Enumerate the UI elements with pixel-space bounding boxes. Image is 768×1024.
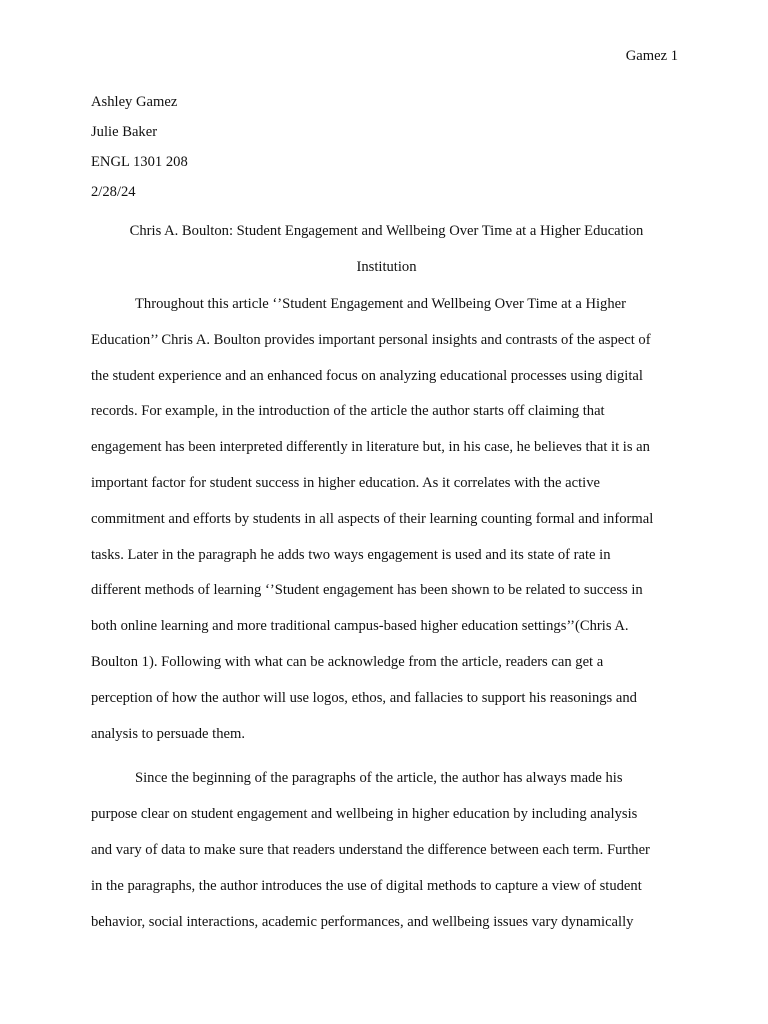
paragraph-line: perception of how the author will use logos, ethos, and fallacies to support his reasonings and: [91, 689, 637, 706]
paragraph-line: analysis to persuade them.: [91, 725, 246, 742]
paragraph-line: Boulton 1). Following with what can be acknowledge from the article, readers can get a: [91, 653, 604, 670]
paragraph-line: in the paragraphs, the author introduces the use of digital methods to capture a view of student: [91, 877, 642, 894]
running-head: Gamez 1: [625, 48, 678, 64]
paragraph-line: behavior, social interactions, academic performances, and wellbeing issues vary dynamically: [91, 913, 634, 930]
essay-title-line-1: Chris A. Boulton: Student Engagement and Wellbeing Over Time at a Higher Education: [129, 223, 644, 239]
course-code: ENGL 1301 208: [91, 154, 188, 170]
paragraph-line: the student experience and an enhanced focus on analyzing educational processes using digital: [91, 367, 643, 384]
student-name: Ashley Gamez: [91, 94, 178, 110]
paragraph-2: [91, 761, 682, 940]
essay-title: [91, 213, 682, 285]
essay-title-line-2: Institution: [356, 259, 417, 275]
paragraph-line: and vary of data to make sure that readers understand the difference between each term. Further: [91, 841, 650, 858]
paragraph-line: Since the beginning of the paragraphs of the article, the author has always made his: [135, 770, 623, 787]
paragraph-line: commitment and efforts by students in all aspects of their learning counting formal and informal: [91, 510, 654, 527]
document-content: [91, 91, 682, 940]
instructor-name: Julie Baker: [91, 124, 158, 140]
paragraph-line: Throughout this article ‘’Student Engagement and Wellbeing Over Time at a Higher: [135, 296, 626, 312]
paragraph-line: Education’’ Chris A. Boulton provides important personal insights and contrasts of the aspect of: [91, 331, 651, 348]
paragraph-1: [91, 287, 682, 752]
paragraph-line: important factor for student success in higher education. As it correlates with the active: [91, 474, 600, 491]
paragraph-line: both online learning and more traditional campus-based higher education settings’’(Chris A.: [91, 618, 629, 635]
paragraph-line: engagement has been interpreted differently in literature but, in his case, he believes that it is an: [91, 439, 650, 456]
essay-date: 2/28/24: [91, 184, 136, 200]
paragraph-line: tasks. Later in the paragraph he adds two ways engagement is used and its state of rate in: [91, 546, 611, 563]
paragraph-line: records. For example, in the introduction of the article the author starts off claiming that: [91, 403, 605, 420]
paragraph-line: different methods of learning ‘’Student engagement has been shown to be related to success in: [91, 582, 643, 599]
paragraph-line: purpose clear on student engagement and wellbeing in higher education by including analysis: [91, 806, 638, 823]
